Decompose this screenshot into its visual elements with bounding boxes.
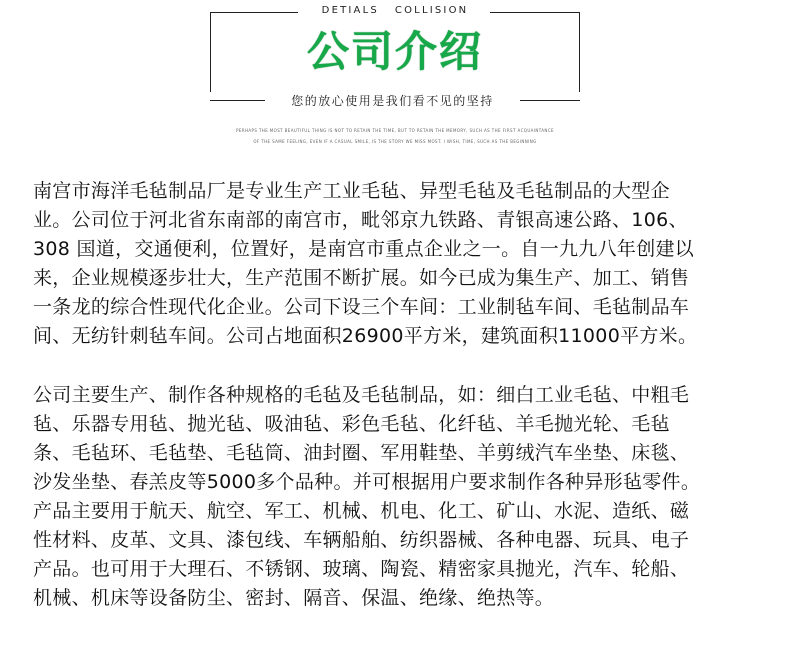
paragraph-line: 机械、机床等设备防尘、密封、隔音、保温、绝缘、绝热等。	[33, 587, 555, 609]
tiny-caption-line-1: PERHAPS THE MOST BEAUTIFUL THING IS NOT TO RETAIN THE TIME, BUT TO RETAIN THE MEMORY, SUCH AS THE FIRST ACQUAINTANCE	[236, 128, 554, 133]
frame-top-left-line	[210, 12, 298, 13]
products-paragraph	[33, 381, 758, 613]
paragraph-line: 间、无纺针刺毡车间。公司占地面积26900平方米，建筑面积11000平方米。	[33, 325, 698, 347]
frame-top-right-line	[490, 12, 580, 13]
header-label	[300, 5, 490, 21]
frame-bottom-right-line	[520, 100, 580, 101]
company-intro-paragraph	[33, 177, 758, 351]
paragraph-line: 沙发坐垫、春羔皮等5000多个品种。并可根据用户要求制作各种异形毡零件。	[33, 471, 701, 493]
tiny-caption-line-2: OF THE SAME FEELING, EVEN IF A CASUAL SMILE, IS THE STORY WE MISS MOST. I WISH, TIME, SUCH AS THE BEGINNING	[253, 139, 537, 144]
header-label-left: DETIALS	[321, 5, 379, 16]
paragraph-line: 来，企业规模逐步壮大，生产范围不断扩展。如今已成为集生产、加工、销售	[33, 267, 690, 289]
page-title: 公司介绍	[306, 27, 483, 76]
paragraph-line: 308 国道，交通便利，位置好，是南宫市重点企业之一。自一九九八年创建以	[33, 238, 695, 260]
paragraph-line: 一条龙的综合性现代化企业。公司下设三个车间：工业制毡车间、毛毡制品车	[33, 296, 690, 318]
paragraph-line: 毡、乐器专用毡、抛光毡、吸油毡、彩色毛毡、化纤毡、羊毛抛光轮、毛毡	[33, 413, 670, 435]
paragraph-line: 公司主要生产、制作各种规格的毛毡及毛毡制品，如：细白工业毛毡、中粗毛	[33, 384, 690, 406]
frame-bottom-left-line	[210, 100, 265, 101]
paragraph-line: 南宫市海洋毛毡制品厂是专业生产工业毛毡、异型毛毡及毛毡制品的大型企	[33, 180, 670, 202]
page-subtitle: 您的放心使用是我们看不见的坚持	[291, 94, 494, 108]
paragraph-line: 业。公司位于河北省东南部的南宫市，毗邻京九铁路、青银高速公路、106、	[33, 209, 688, 231]
paragraph-line: 条、毛毡环、毛毡垫、毛毡筒、油封圈、军用鞋垫、羊剪绒汽车坐垫、床毯、	[33, 442, 690, 464]
paragraph-line: 产品主要用于航天、航空、军工、机械、机电、化工、矿山、水泥、造纸、磁	[33, 500, 690, 522]
paragraph-line: 性材料、皮革、文具、漆包线、车辆船舶、纺织器械、各种电器、玩具、电子	[33, 529, 690, 551]
paragraph-line: 产品。也可用于大理石、不锈钢、玻璃、陶瓷、精密家具抛光，汽车、轮船、	[33, 558, 690, 580]
header-label-right: COLLISION	[394, 5, 469, 16]
